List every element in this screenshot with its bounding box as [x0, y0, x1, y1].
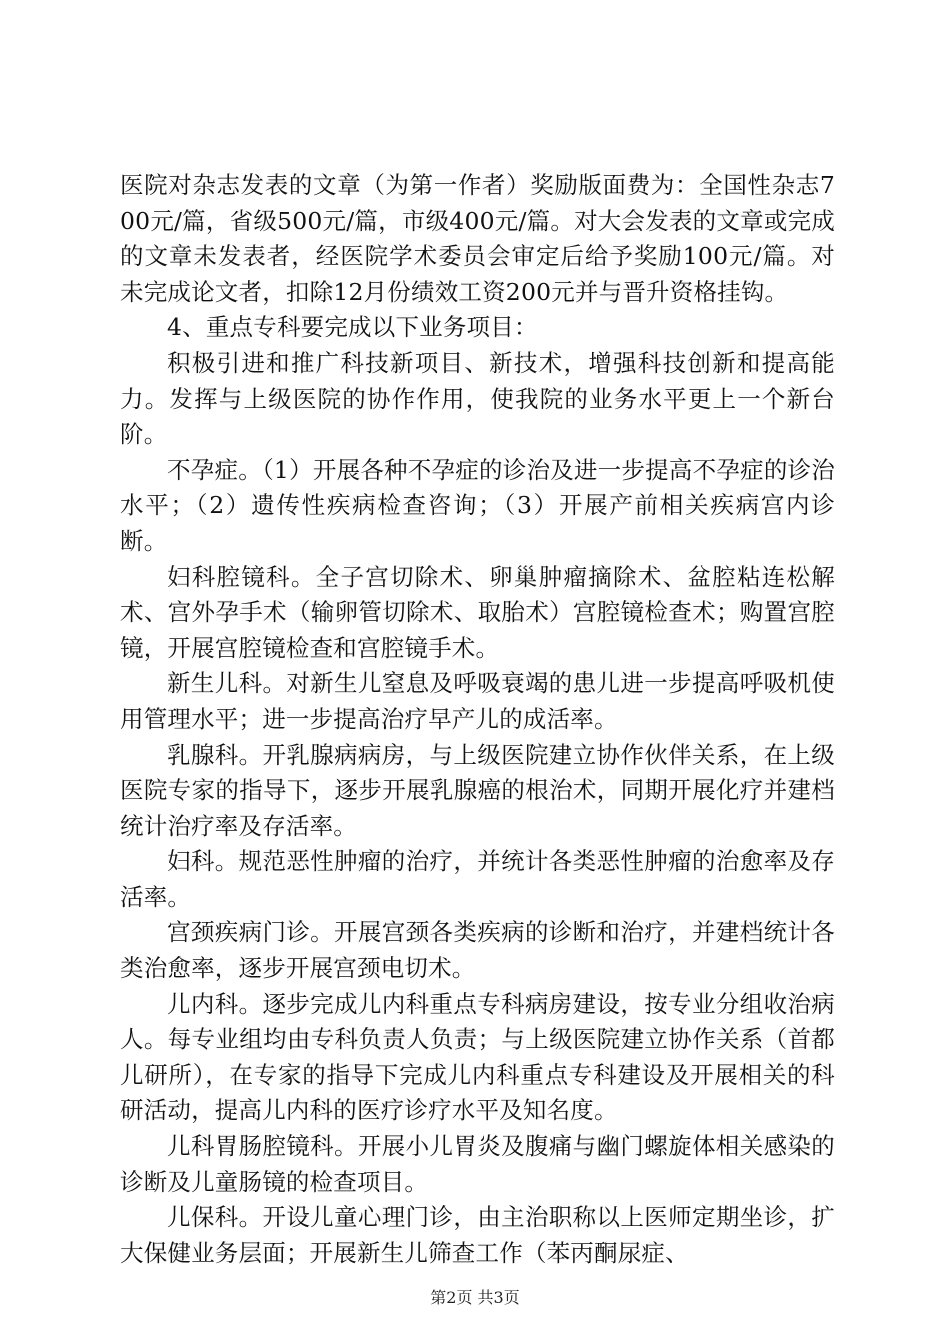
- paragraph-child-health: 儿保科。开设儿童心理门诊，由主治职称以上医师定期坐诊，扩大保健业务层面；开展新生儿筛查工作（苯丙酮尿症、: [120, 1203, 835, 1267]
- paragraph-gynecology-endoscopy: 妇科腔镜科。全子宫切除术、卵巢肿瘤摘除术、盆腔粘连松解术、宫外孕手术（输卵管切除术、取胎术）宫腔镜检查术；购置宫腔镜，开展宫腔镜检查和宫腔镜手术。: [120, 562, 835, 662]
- page-footer: 第2页 共3页: [430, 1288, 520, 1307]
- paragraph-award-fees: 医院对杂志发表的文章（为第一作者）奖励版面费为：全国性杂志700元/篇，省级500元/篇，市级400元/篇。对大会发表的文章或完成的文章未发表者，经医院学术委员会审定后给予奖励100元/篇。对未完成论文者，扣除12月份绩效工资200元并与晋升资格挂钩。: [120, 171, 835, 306]
- paragraph-pediatric-gi-endoscopy: 儿科胃肠腔镜科。开展小儿胃炎及腹痛与幽门螺旋体相关感染的诊断及儿童肠镜的检查项目。: [120, 1132, 835, 1196]
- paragraph-neonatology: 新生儿科。对新生儿窒息及呼吸衰竭的患儿进一步提高呼吸机使用管理水平；进一步提高治疗早产儿的成活率。: [120, 669, 835, 733]
- paragraph-cervical-clinic: 宫颈疾病门诊。开展宫颈各类疾病的诊断和治疗，并建档统计各类治愈率，逐步开展宫颈电切术。: [120, 918, 835, 983]
- document-body: [120, 168, 835, 1271]
- paragraph-tech-promotion: 积极引进和推广科技新项目、新技术，增强科技创新和提高能力。发挥与上级医院的协作作用，使我院的业务水平更上一个新台阶。: [120, 348, 835, 449]
- paragraph-pediatric-internal: 儿内科。逐步完成儿内科重点专科病房建设，按专业分组收治病人。每专业组均由专科负责人负责；与上级医院建立协作关系（首都儿研所），在专家的指导下完成儿内科重点专科建设及开展相关的科研活动，提高儿内科的医疗诊疗水平及知名度。: [120, 989, 835, 1125]
- paragraph-breast: 乳腺科。开乳腺病病房，与上级医院建立协作伙伴关系，在上级医院专家的指导下，逐步开展乳腺癌的根治术，同期开展化疗并建档统计治疗率及存活率。: [120, 740, 835, 840]
- paragraph-infertility: 不孕症。（1）开展各种不孕症的诊治及进一步提高不孕症的诊治水平；（2）遗传性疾病检查咨询；（3）开展产前相关疾病宫内诊断。: [120, 455, 835, 555]
- paragraph-gynecology: 妇科。规范恶性肿瘤的治疗，并统计各类恶性肿瘤的治愈率及存活率。: [120, 847, 835, 911]
- paragraph-key-specialty-heading: 4、重点专科要完成以下业务项目：: [167, 313, 538, 342]
